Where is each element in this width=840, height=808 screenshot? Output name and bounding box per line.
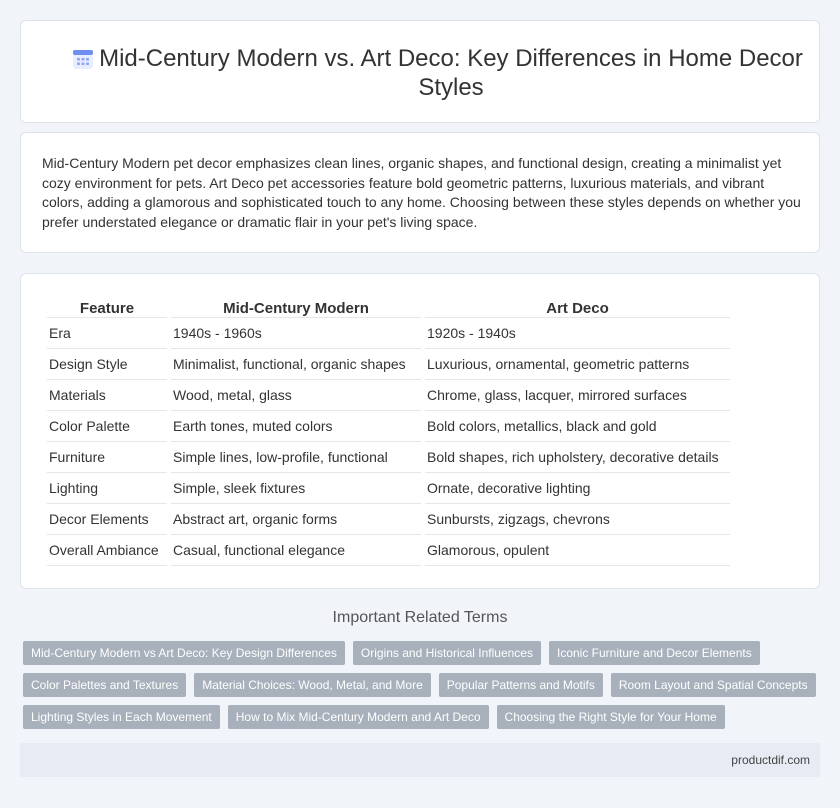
table-row bbox=[47, 535, 730, 566]
mid-century-cell: Simple, sleek fixtures bbox=[171, 473, 421, 504]
tag-row bbox=[23, 673, 823, 697]
related-term-tag[interactable]: How to Mix Mid-Century Modern and Art Deco bbox=[228, 705, 489, 729]
footer bbox=[20, 743, 820, 777]
related-term-tag[interactable]: Lighting Styles in Each Movement bbox=[23, 705, 220, 729]
art-deco-cell: Chrome, glass, lacquer, mirrored surfaces bbox=[425, 380, 730, 411]
related-terms-tags bbox=[23, 641, 823, 737]
art-deco-cell: Bold shapes, rich upholstery, decorative details bbox=[425, 442, 730, 473]
feature-cell: Materials bbox=[47, 380, 167, 411]
related-term-tag[interactable]: Popular Patterns and Motifs bbox=[439, 673, 603, 697]
table-row bbox=[47, 411, 730, 442]
related-terms-heading: Important Related Terms bbox=[332, 609, 508, 626]
mid-century-cell: Abstract art, organic forms bbox=[171, 504, 421, 535]
related-term-tag[interactable]: Mid-Century Modern vs Art Deco: Key Design Differences bbox=[23, 641, 345, 665]
art-deco-cell: Ornate, decorative lighting bbox=[425, 473, 730, 504]
column-header-feature: Feature bbox=[47, 296, 167, 318]
table-row bbox=[47, 380, 730, 411]
comparison-table bbox=[43, 296, 734, 566]
mid-century-cell: Minimalist, functional, organic shapes bbox=[171, 349, 421, 380]
page-title: Mid-Century Modern vs. Art Deco: Key Differences in Home Decor Styles bbox=[99, 45, 803, 101]
mid-century-cell: Casual, functional elegance bbox=[171, 535, 421, 566]
column-header-mid-century-modern: Mid-Century Modern bbox=[171, 296, 421, 318]
art-deco-cell: Sunbursts, zigzags, chevrons bbox=[425, 504, 730, 535]
related-term-tag[interactable]: Material Choices: Wood, Metal, and More bbox=[194, 673, 431, 697]
feature-cell: Design Style bbox=[47, 349, 167, 380]
comparison-table-card bbox=[20, 273, 820, 589]
feature-cell: Furniture bbox=[47, 442, 167, 473]
mid-century-cell: Wood, metal, glass bbox=[171, 380, 421, 411]
mid-century-cell: 1940s - 1960s bbox=[171, 318, 421, 349]
feature-cell: Color Palette bbox=[47, 411, 167, 442]
table-row bbox=[47, 349, 730, 380]
table-row bbox=[47, 473, 730, 504]
intro-paragraph: Mid-Century Modern pet decor emphasizes clean lines, organic shapes, and functional design, creating a minimalist yet cozy environment for pets. Art Deco pet accessories feature bold geometric patterns, luxurious materials, and vibrant colors, adding a glamorous and sophisticated touch to any home. Choosing between these styles depends on whether you prefer understated elegance or dramatic flair in your pet's living space. bbox=[42, 155, 801, 230]
header-card bbox=[20, 20, 820, 123]
tag-row bbox=[23, 705, 823, 729]
art-deco-cell: Luxurious, ornamental, geometric patterns bbox=[425, 349, 730, 380]
feature-cell: Overall Ambiance bbox=[47, 535, 167, 566]
related-term-tag[interactable]: Room Layout and Spatial Concepts bbox=[611, 673, 816, 697]
table-row bbox=[47, 504, 730, 535]
feature-cell: Era bbox=[47, 318, 167, 349]
related-term-tag[interactable]: Choosing the Right Style for Your Home bbox=[497, 705, 725, 729]
mid-century-cell: Simple lines, low-profile, functional bbox=[171, 442, 421, 473]
table-row bbox=[47, 442, 730, 473]
related-term-tag[interactable]: Color Palettes and Textures bbox=[23, 673, 186, 697]
art-deco-cell: Glamorous, opulent bbox=[425, 535, 730, 566]
table-row bbox=[47, 318, 730, 349]
art-deco-cell: 1920s - 1940s bbox=[425, 318, 730, 349]
intro-card bbox=[20, 132, 820, 253]
related-term-tag[interactable]: Iconic Furniture and Decor Elements bbox=[549, 641, 760, 665]
table-header-row bbox=[47, 296, 730, 318]
feature-cell: Lighting bbox=[47, 473, 167, 504]
column-header-art-deco: Art Deco bbox=[425, 296, 730, 318]
related-term-tag[interactable]: Origins and Historical Influences bbox=[353, 641, 541, 665]
mid-century-cell: Earth tones, muted colors bbox=[171, 411, 421, 442]
footer-brand[interactable]: productdif.com bbox=[731, 753, 810, 767]
feature-cell: Decor Elements bbox=[47, 504, 167, 535]
art-deco-cell: Bold colors, metallics, black and gold bbox=[425, 411, 730, 442]
tag-row bbox=[23, 641, 823, 665]
